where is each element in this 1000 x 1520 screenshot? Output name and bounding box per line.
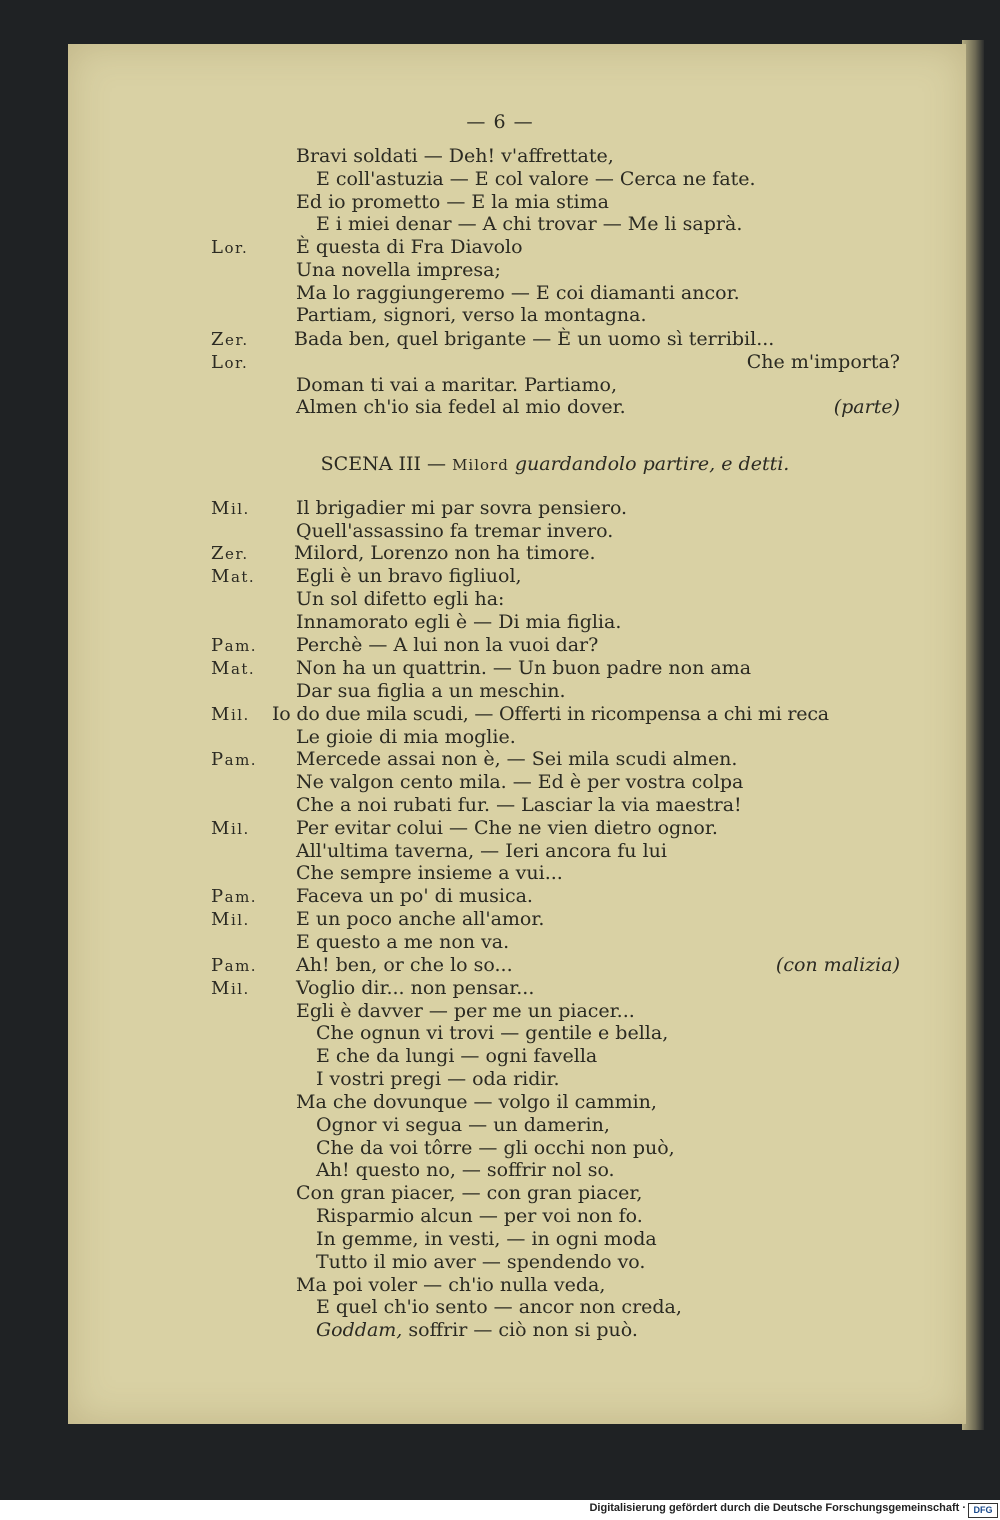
- verse-line: Quell'assassino fa tremar invero.: [296, 520, 614, 542]
- speaker-label: Zer.: [211, 543, 249, 564]
- stage-direction: (con malizia): [775, 954, 900, 976]
- verse-line: Dar sua figlia a un meschin.: [296, 680, 566, 702]
- verse-line: Un sol difetto egli ha:: [296, 588, 505, 610]
- speaker-label: Lor.: [211, 237, 249, 258]
- scene-label: SCENA III —: [320, 453, 447, 475]
- verse-line: Che m'importa?: [746, 351, 900, 373]
- verse-line: Ne valgon cento mila. — Ed è per vostra colpa: [296, 771, 744, 793]
- verse-line: E quel ch'io sento — ancor non creda,: [316, 1296, 682, 1318]
- verse-line: Almen ch'io sia fedel al mio dover.: [296, 396, 626, 418]
- speaker-label: Pam.: [211, 955, 258, 976]
- verse-line: Ma poi voler — ch'io nulla veda,: [296, 1274, 606, 1296]
- verse-line: Che sempre insieme a vui...: [296, 862, 563, 884]
- verse-line: In gemme, in vesti, — in ogni moda: [316, 1228, 657, 1250]
- verse-line: Tutto il mio aver — spendendo vo.: [316, 1251, 646, 1273]
- speaker-label: Mil.: [211, 978, 250, 999]
- verse-line: E questo a me non va.: [296, 931, 510, 953]
- speaker-label: Mat.: [211, 658, 256, 679]
- speaker-label: Pam.: [211, 886, 258, 907]
- verse-line: All'ultima taverna, — Ieri ancora fu lui: [296, 840, 667, 862]
- verse-line: Ah! ben, or che lo so...: [296, 954, 513, 976]
- verse-line: E che da lungi — ogni favella: [316, 1045, 598, 1067]
- page-number: — 6 —: [466, 111, 534, 133]
- scene-heading: [0, 452, 1000, 476]
- speaker-label: Pam.: [211, 635, 258, 656]
- verse-line: Ed io prometto — E la mia stima: [296, 191, 609, 213]
- verse-line-text: soffrir — ciò non si può.: [408, 1319, 638, 1341]
- verse-line: Con gran piacer, — con gran piacer,: [296, 1182, 643, 1204]
- verse-line: Ma che dovunque — volgo il cammin,: [296, 1091, 657, 1113]
- verse-line: Che a noi rubati fur. — Lasciar la via maestra!: [296, 794, 742, 816]
- verse-line: Per evitar colui — Che ne vien dietro ognor.: [296, 817, 718, 839]
- verse-line: E coll'astuzia — E col valore — Cerca ne fate.: [316, 168, 756, 190]
- verse-line: Doman ti vai a maritar. Partiamo,: [296, 374, 618, 396]
- verse-line: Il brigadier mi par sovra pensiero.: [296, 497, 628, 519]
- verse-line: Perchè — A lui non la vuoi dar?: [296, 634, 599, 656]
- verse-line: Egli è un bravo figliuol,: [296, 565, 522, 587]
- verse-line: Egli è davver — per me un piacer...: [296, 1000, 635, 1022]
- verse-line: Mercede assai non è, — Sei mila scudi almen.: [296, 748, 738, 770]
- verse-line: Risparmio alcun — per voi non fo.: [316, 1205, 643, 1227]
- speaker-label: Mil.: [211, 704, 250, 725]
- verse-line: Ah! questo no, — soffrir nol so.: [316, 1159, 615, 1181]
- verse-line: Le gioie di mia moglie.: [296, 726, 516, 748]
- verse-line: Bada ben, quel brigante — È un uomo sì terribil...: [294, 328, 775, 350]
- speaker-label: Mil.: [211, 498, 250, 519]
- verse-line: Innamorato egli è — Di mia figlia.: [296, 611, 622, 633]
- verse-line: Bravi soldati — Deh! v'affrettate,: [296, 145, 614, 167]
- scene-direction: guardandolo partire, e detti.: [514, 453, 790, 475]
- verse-line: Partiam, signori, verso la montagna.: [296, 304, 647, 326]
- speaker-label: Pam.: [211, 749, 258, 770]
- scene-character: Milord: [452, 456, 509, 474]
- verse-line: Faceva un po' di musica.: [296, 885, 533, 907]
- verse-line: E i miei denar — A chi trovar — Me li saprà.: [316, 213, 743, 235]
- stage-direction: (parte): [833, 396, 900, 418]
- speaker-label: Mil.: [211, 909, 250, 930]
- speaker-label: Mil.: [211, 818, 250, 839]
- verse-line: I vostri pregi — oda ridir.: [316, 1068, 560, 1090]
- verse-line: Voglio dir... non pensar...: [296, 977, 535, 999]
- verse-line: Una novella impresa;: [296, 259, 501, 281]
- dfg-logo: DFG: [968, 1503, 998, 1518]
- speaker-label: Zer.: [211, 329, 249, 350]
- footer-credit: Digitalisierung gefördert durch die Deutsche Forschungsgemeinschaft ·: [589, 1502, 966, 1514]
- speaker-label: Lor.: [211, 352, 249, 373]
- verse-line: Ognor vi segua — un damerin,: [316, 1114, 610, 1136]
- verse-line: Non ha un quattrin. — Un buon padre non ama: [296, 657, 752, 679]
- verse-line: [316, 1319, 638, 1342]
- goddam-word: Goddam,: [316, 1319, 403, 1341]
- verse-line: Che ognun vi trovi — gentile e bella,: [316, 1022, 669, 1044]
- verse-line: E un poco anche all'amor.: [296, 908, 545, 930]
- verse-line: Milord, Lorenzo non ha timore.: [294, 542, 596, 564]
- verse-line: È questa di Fra Diavolo: [296, 236, 523, 258]
- verse-line: Io do due mila scudi, — Offerti in ricompensa a chi mi reca: [272, 703, 829, 725]
- verse-line: Ma lo raggiungeremo — E coi diamanti ancor.: [296, 282, 740, 304]
- verse-line: Che da voi tôrre — gli occhi non può,: [316, 1137, 675, 1159]
- speaker-label: Mat.: [211, 566, 256, 587]
